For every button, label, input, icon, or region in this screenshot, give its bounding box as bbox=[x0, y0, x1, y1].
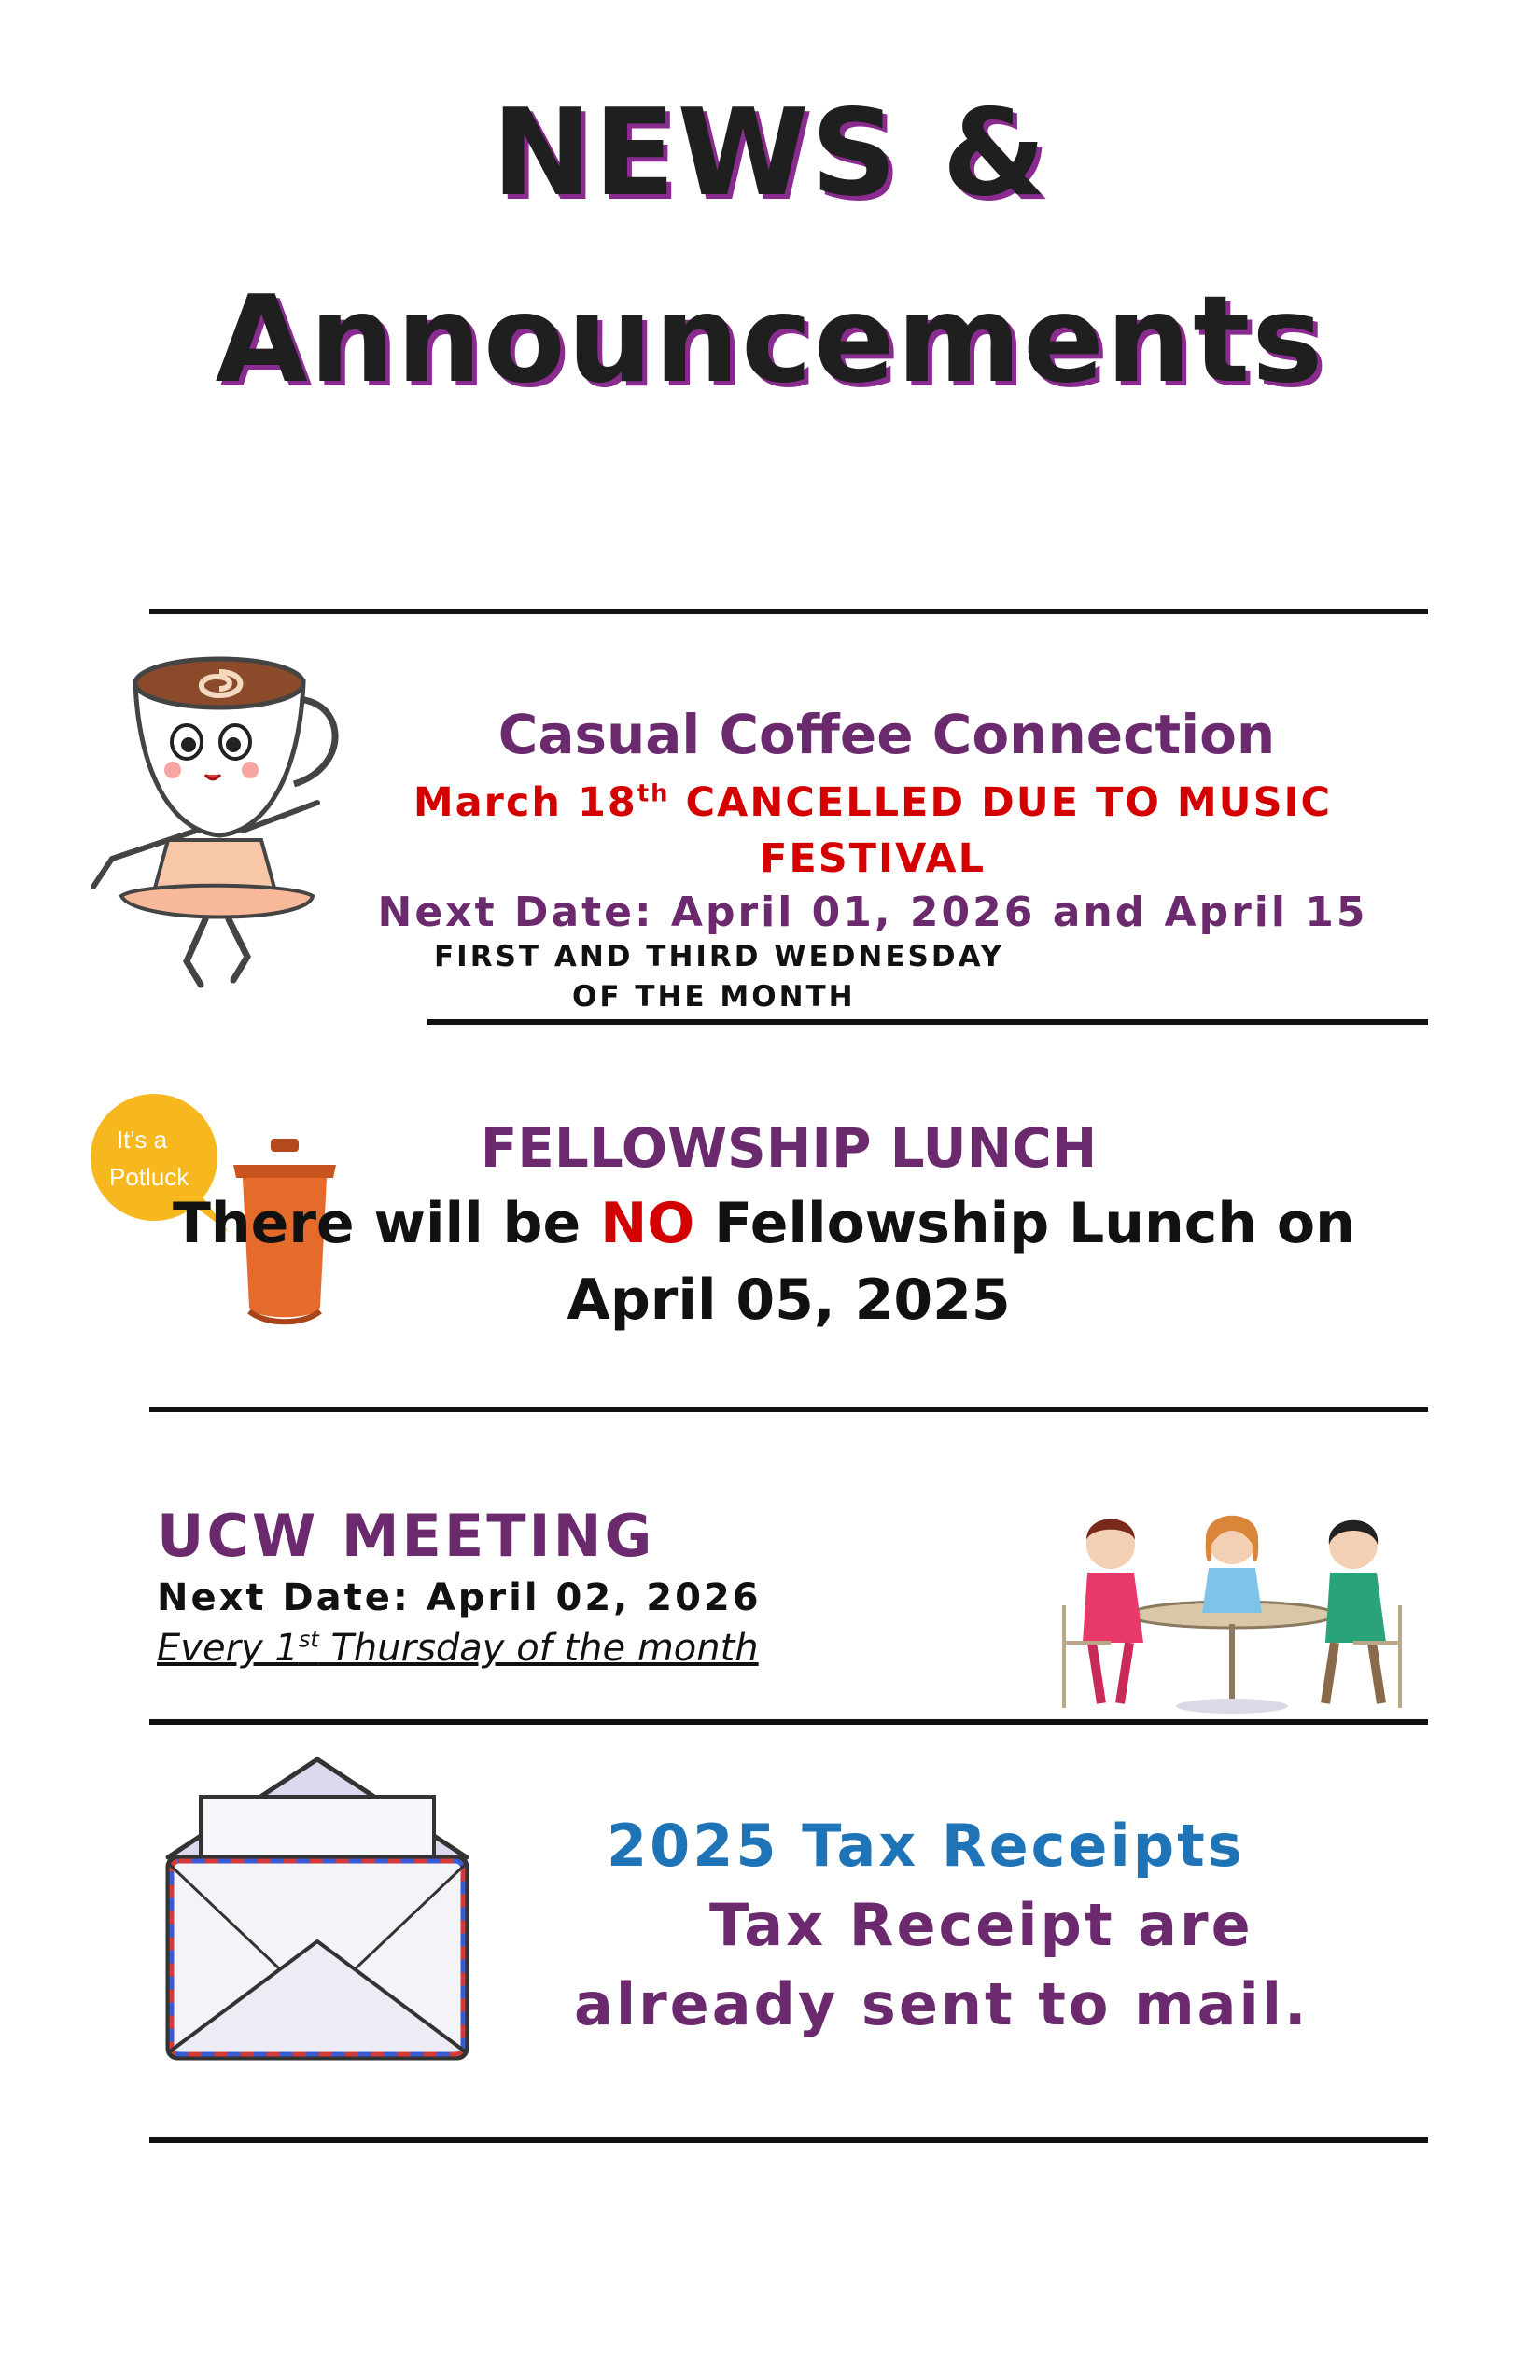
women-at-table-icon bbox=[1045, 1503, 1419, 1717]
tax-title: 2025 Tax Receipts bbox=[607, 1812, 1245, 1880]
ucw-next-date: Next Date: April 02, 2026 bbox=[157, 1576, 762, 1619]
lunch-title: FELLOWSHIP LUNCH bbox=[480, 1116, 1098, 1180]
coffee-schedule-line1: FIRST AND THIRD WEDNESDAY bbox=[434, 940, 1005, 973]
lunch-text-part1: There will be bbox=[173, 1191, 601, 1256]
divider bbox=[427, 1019, 1428, 1025]
divider bbox=[149, 1719, 1428, 1725]
bubble-text-1: It's a bbox=[117, 1126, 168, 1154]
lunch-text-no: NO bbox=[600, 1191, 695, 1256]
ucw-title: UCW MEETING bbox=[157, 1502, 655, 1570]
lunch-text bbox=[173, 1190, 1423, 1257]
coffee-cancel-sup: th bbox=[637, 779, 670, 808]
page-title-line2: Announcements bbox=[215, 271, 1325, 410]
divider bbox=[149, 2137, 1428, 2143]
coffee-title: Casual Coffee Connection bbox=[497, 703, 1276, 766]
envelope-letter-icon bbox=[159, 1755, 476, 2072]
coffee-cup-ballerina-icon bbox=[56, 644, 364, 989]
coffee-cancel-line1 bbox=[345, 777, 1400, 829]
coffee-cancel-rest: CANCELLED DUE TO MUSIC bbox=[669, 779, 1333, 826]
lunch-text-part2: Fellowship Lunch on bbox=[694, 1191, 1355, 1256]
divider bbox=[149, 609, 1428, 614]
tax-line1: Tax Receipt are bbox=[709, 1891, 1253, 1959]
coffee-cancel-line2: FESTIVAL bbox=[759, 835, 987, 882]
tax-line2: already sent to mail. bbox=[574, 1970, 1309, 2038]
ucw-schedule bbox=[157, 1624, 759, 1673]
divider bbox=[149, 1407, 1428, 1412]
coffee-schedule-line2: OF THE MONTH bbox=[572, 980, 856, 1014]
coffee-cancel-prefix: March 18 bbox=[413, 779, 637, 826]
lunch-date: April 05, 2025 bbox=[567, 1267, 1011, 1333]
ucw-schedule-sup: st bbox=[298, 1626, 319, 1653]
ucw-schedule-rest: Thursday of the month bbox=[318, 1627, 759, 1670]
page-title-line1: NEWS & bbox=[491, 84, 1049, 223]
coffee-next-date: Next Date: April 01, 2026 and April 15 bbox=[377, 889, 1368, 936]
ucw-schedule-prefix: Every 1 bbox=[157, 1627, 299, 1670]
bubble-text-2: Potluck bbox=[109, 1163, 189, 1191]
